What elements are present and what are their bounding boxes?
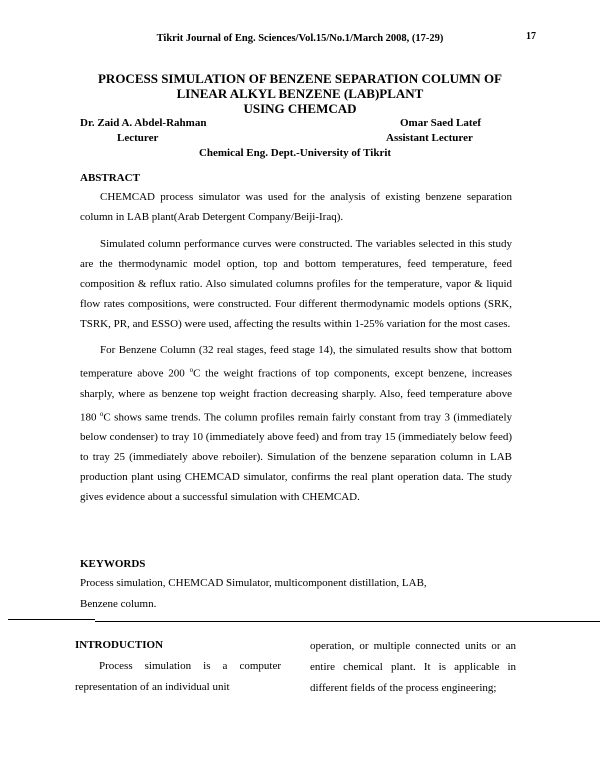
title-line: USING CHEMCAD (243, 101, 357, 116)
section-divider (8, 619, 95, 620)
text-run: C shows same trends. The column profiles remain fairly constant from tray 3 (immediately below condenser) to tray 10 (immediately above feed) and from tray 15 (immediately below feed) to tray 25 (immediately above reboiler). Simulation of the benzene separation column in LAB production plant using CHEMCAD simulator, confirms the real plant operation data. The study gives evidence about a successful simulation with CHEMCAD. (80, 411, 513, 504)
author1-name: Dr. Zaid A. Abdel-Rahman (80, 117, 207, 129)
intro-right-column (310, 636, 516, 699)
intro-right-text: operation, or multiple connected units or an entire chemical plant. It is applicable in different fields of the process engineering; (310, 640, 516, 694)
title-line: LINEAR ALKYL BENZENE (LAB)PLANT (176, 86, 424, 101)
text-run: C the weight fractions of top components, except benzene, increases sharply, where as benzene top weight fraction decreasing sharply. Also, feed temperature above 180 (80, 367, 512, 424)
abstract-heading: ABSTRACT (80, 172, 140, 184)
author1-role: Lecturer (117, 132, 159, 144)
abstract-paragraph (80, 340, 512, 507)
keywords-heading: KEYWORDS (80, 558, 146, 570)
author2-role: Assistant Lecturer (386, 132, 473, 144)
affiliation: Chemical Eng. Dept.-University of Tikrit (198, 147, 392, 159)
section-divider (95, 621, 600, 622)
intro-left-column (75, 656, 281, 698)
keywords-line: Process simulation, CHEMCAD Simulator, multicomponent distillation, LAB, (80, 577, 427, 589)
abstract-paragraph: Simulated column performance curves were constructed. The variables selected in this study are the thermodynamic model option, top and bottom temperatures, feed temperature, feed composition & reflux ratio. Also simulated columns profiles for the temperature, vapor & liquid flow rates compositions, were constructed. Four different thermodynamic models options (SRK, TSRK, PR, and ESSO) were used, affecting the results within 1-25% variation for the most cases. (80, 238, 512, 330)
abstract-paragraph: CHEMCAD process simulator was used for the analysis of existing benzene separation column in LAB plant(Arab Detergent Company/Beiji-Iraq). (80, 191, 512, 223)
author2-name: Omar Saed Latef (400, 117, 482, 129)
intro-left-text: Process simulation is a computer representation of an individual unit (75, 660, 281, 693)
degree-superscript: o (99, 409, 104, 418)
abstract-body (80, 187, 512, 507)
keywords-line: Benzene column. (80, 598, 157, 610)
degree-superscript: o (189, 366, 194, 374)
introduction-heading: INTRODUCTION (75, 639, 164, 651)
text-run: For Benzene Column (32 real stages, feed stage 14), the simulated results show that bottom temperature above 200 (80, 344, 512, 380)
page-number: 17 (526, 31, 536, 42)
journal-header: Tikrit Journal of Eng. Sciences/Vol.15/No.1/March 2008, (17-29) (156, 33, 444, 44)
title-line: PROCESS SIMULATION OF BENZENE SEPARATION COLUMN OF (97, 71, 502, 86)
paper-title (60, 71, 540, 116)
